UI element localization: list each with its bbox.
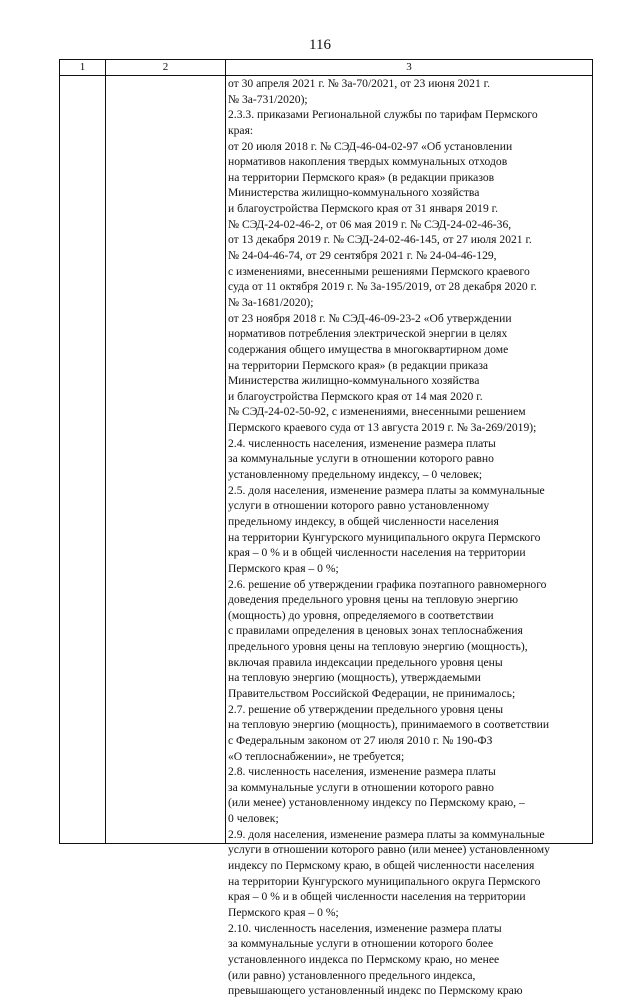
text-line: на тепловую энергию (мощность), утверждаемыми: [228, 671, 481, 685]
text-line: на тепловую энергию (мощность), принимаемого в соответствии: [228, 718, 550, 732]
column-header-3: 3: [406, 61, 412, 73]
text-line: услуги в отношении которого равно установленному: [228, 499, 490, 513]
text-line: № СЭД-24-02-50-92, с изменениями, внесенными решением: [228, 405, 526, 419]
text-line: индексу по Пермскому краю, в общей численности населения: [228, 859, 535, 873]
text-line: Министерства жилищно-коммунального хозяйства: [228, 374, 480, 388]
text-line: 2.6. решение об утверждении графика поэтапного равномерного: [228, 577, 547, 591]
text-line: нормативов потребления электрической энергии в целях: [228, 327, 508, 341]
text-line: края – 0 % и в общей численности населения на территории: [228, 546, 526, 560]
text-line: 2.10. численность населения, изменение размера платы: [228, 921, 502, 935]
text-line: и благоустройства Пермского края от 14 мая 2020 г.: [228, 389, 483, 403]
text-line: Пермского края – 0 %;: [228, 561, 339, 575]
text-line: края – 0 % и в общей численности населения на территории: [228, 890, 526, 904]
text-line: с правилами определения в ценовых зонах теплоснабжения: [228, 624, 523, 638]
text-line: установленному предельному индексу, – 0 человек;: [228, 468, 483, 482]
text-line: (мощность) до уровня, определяемого в соответствии: [228, 608, 494, 622]
text-line: 2.4. численность населения, изменение размера платы: [228, 436, 496, 450]
text-line: на территории Пермского края» (в редакции приказа: [228, 358, 489, 372]
text-line: нормативов накопления твердых коммунальных отходов: [228, 155, 508, 169]
column-divider: [105, 60, 106, 843]
text-line: на территории Кунгурского муниципального округа Пермского: [228, 530, 541, 544]
text-line: «О теплоснабжении», не требуется;: [228, 749, 405, 763]
text-line: за коммунальные услуги в отношении которого более: [228, 937, 494, 951]
text-line: края:: [228, 123, 254, 137]
text-line: на территории Кунгурского муниципального округа Пермского: [228, 874, 541, 888]
text-line: № 3а-731/2020);: [228, 92, 308, 106]
text-line: и благоустройства Пермского края от 31 января 2019 г.: [228, 202, 498, 216]
text-line: предельному индексу, в общей численности населения: [228, 514, 499, 528]
text-line: за коммунальные услуги в отношении которого равно: [228, 780, 494, 794]
page-number: 116: [309, 37, 331, 53]
column-header-2: 2: [162, 61, 169, 73]
text-line: 0 человек;: [228, 812, 279, 826]
column-divider: [225, 60, 226, 843]
text-line: Пермского края – 0 %;: [228, 905, 339, 919]
text-line: превышающего установленный индекс по Пермскому краю: [228, 984, 523, 998]
text-line: услуги в отношении которого равно (или менее) установленному: [228, 843, 550, 857]
text-line: 2.9. доля населения, изменение размера платы за коммунальные: [228, 827, 545, 841]
text-line: доведения предельного уровня цены на тепловую энергию: [228, 593, 519, 607]
text-line: Правительством Российской Федерации, не принималось;: [228, 686, 516, 700]
text-line: содержания общего имущества в многоквартирном доме: [228, 342, 509, 356]
text-line: от 23 ноября 2018 г. № СЭД-46-09-23-2 «Об утверждении: [228, 311, 512, 325]
column-header-1: 1: [79, 61, 86, 73]
document-table: [59, 59, 593, 998]
text-line: 2.7. решение об утверждении предельного уровня цены: [228, 702, 504, 716]
text-line: с изменениями, внесенными решениями Пермского краевого: [228, 264, 530, 278]
text-line: № 3а-1681/2020);: [228, 295, 314, 309]
text-line: суда от 11 октября 2019 г. № 3а-195/2019, от 28 декабря 2020 г.: [228, 280, 537, 294]
text-line: № СЭД-24-02-46-2, от 06 мая 2019 г. № СЭД-24-02-46-36,: [228, 217, 512, 231]
text-line: 2.3.3. приказами Региональной службы по тарифам Пермского: [228, 108, 538, 122]
text-line: № 24-04-46-74, от 29 сентября 2021 г. № 24-04-46-129,: [228, 249, 497, 263]
text-line: установленного индекса по Пермскому краю, но менее: [228, 952, 500, 966]
text-line: 2.8. численность населения, изменение размера платы: [228, 765, 496, 779]
text-line: от 20 июля 2018 г. № СЭД-46-04-02-97 «Об установлении: [228, 139, 513, 153]
text-line: включая правила индексации предельного уровня цены: [228, 655, 503, 669]
text-line: Пермского краевого суда от 13 августа 2019 г. № 3а-269/2019);: [228, 421, 537, 435]
text-line: предельного уровня цены на тепловую энергию (мощность),: [228, 640, 528, 654]
text-line: от 13 декабря 2019 г. № СЭД-24-02-46-145, от 27 июля 2021 г.: [228, 233, 532, 247]
column-3-text: [228, 76, 592, 999]
text-line: 2.5. доля населения, изменение размера платы за коммунальные: [228, 483, 545, 497]
text-line: на территории Пермского края» (в редакции приказов: [228, 170, 495, 184]
text-line: за коммунальные услуги в отношении которого равно: [228, 452, 494, 466]
text-line: (или менее) установленному индексу по Пермскому краю, –: [228, 796, 525, 810]
text-line: Министерства жилищно-коммунального хозяйства: [228, 186, 480, 200]
text-line: от 30 апреля 2021 г. № 3а-70/2021, от 23 июня 2021 г.: [228, 77, 490, 90]
text-line: с Федеральным законом от 27 июля 2010 г. № 190-ФЗ: [228, 733, 493, 747]
text-line: (или равно) установленного предельного индекса,: [228, 968, 476, 982]
